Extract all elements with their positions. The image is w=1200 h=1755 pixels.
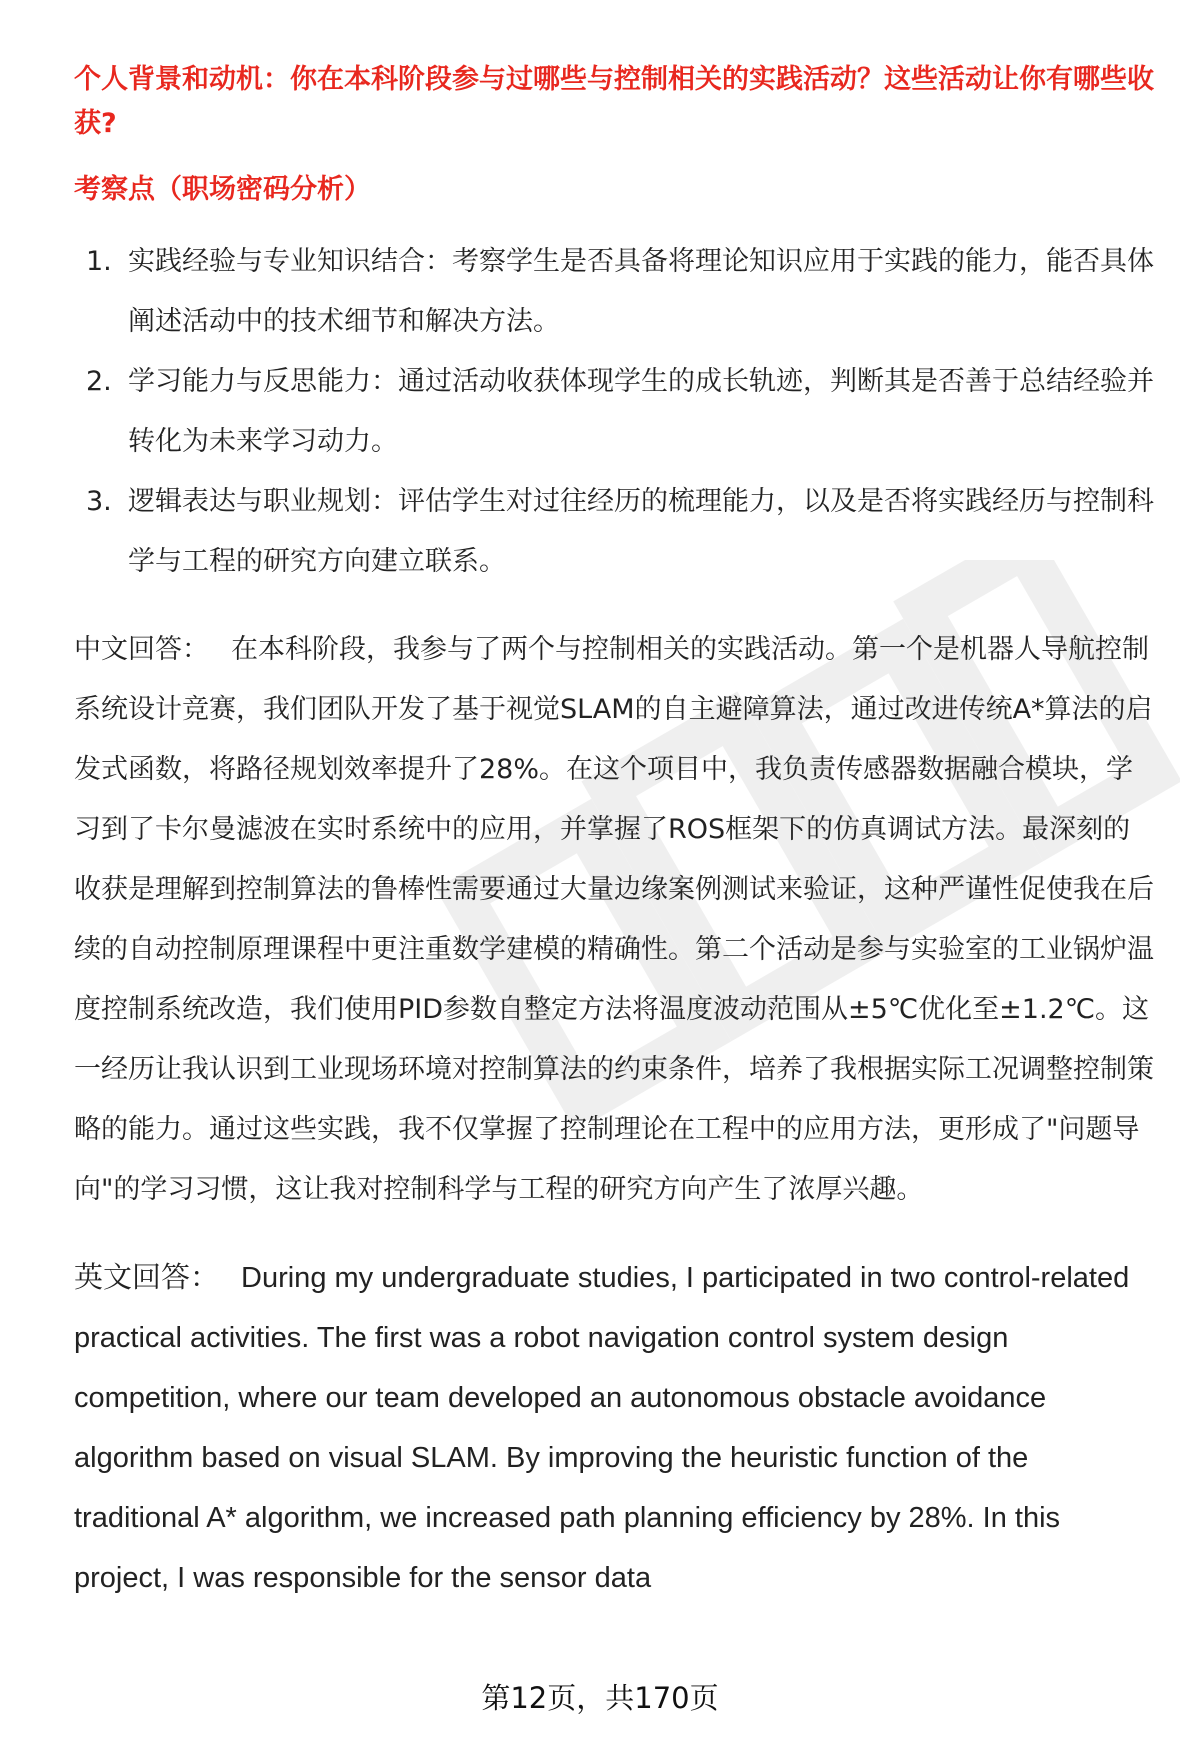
document-page [74, 58, 1154, 1608]
chinese-answer-label: 中文回答： [74, 634, 209, 665]
chinese-answer-paragraph [74, 620, 1154, 1220]
section-title: 考察点（职场密码分析） [74, 174, 371, 205]
list-item [74, 232, 1154, 352]
english-answer-text: During my undergraduate studies, I participated in two control-related practical activities. The first was a robot navigation control system design competition, where our team developed an autonomous obstacle avoidance algorithm based on visual SLAM. By improving the heuristic function of the traditional A* algorithm, we increased path planning efficiency by 28%. In this project, I was responsible for the sensor data [74, 1262, 1130, 1594]
list-item [74, 472, 1154, 592]
list-item-number: 3. [86, 486, 112, 517]
chinese-answer-text: 在本科阶段，我参与了两个与控制相关的实践活动。第一个是机器人导航控制系统设计竞赛，我们团队开发了基于视觉SLAM的自主避障算法，通过改进传统A*算法的启发式函数，将路径规划效率提升了28%。在这个项目中，我负责传感器数据融合模块，学习到了卡尔曼滤波在实时系统中的应用，并掌握了ROS框架下的仿真调试方法。最深刻的收获是理解到控制算法的鲁棒性需要通过大量边缘案例测试来验证，这种严谨性促使我在后续的自动控制原理课程中更注重数学建模的精确性。第二个活动是参与实验室的工业锅炉温度控制系统改造，我们使用PID参数自整定方法将温度波动范围从±5℃优化至±1.2℃。这一经历让我认识到工业现场环境对控制算法的约束条件，培养了我根据实际工况调整控制策略的能力。通过这些实践，我不仅掌握了控制理论在工程中的应用方法，更形成了"问题导向"的学习习惯，这让我对控制科学与工程的研究方向产生了浓厚兴趣。 [74, 634, 1154, 1205]
list-item-text: 实践经验与专业知识结合：考察学生是否具备将理论知识应用于实践的能力，能否具体阐述活动中的技术细节和解决方法。 [128, 246, 1154, 337]
list-item-text: 学习能力与反思能力：通过活动收获体现学生的成长轨迹，判断其是否善于总结经验并转化为未来学习动力。 [128, 366, 1154, 457]
evaluation-points-list [74, 232, 1154, 592]
english-answer-label: 英文回答： [74, 1262, 220, 1294]
page-number-footer: 第12页，共170页 [481, 1681, 719, 1715]
list-item-number: 1. [86, 246, 112, 277]
list-item [74, 352, 1154, 472]
question-heading: 个人背景和动机：你在本科阶段参与过哪些与控制相关的实践活动？这些活动让你有哪些收获? [74, 64, 1154, 139]
list-item-number: 2. [86, 366, 112, 397]
english-answer-paragraph [74, 1248, 1154, 1608]
list-item-text: 逻辑表达与职业规划：评估学生对过往经历的梳理能力，以及是否将实践经历与控制科学与工程的研究方向建立联系。 [128, 486, 1154, 577]
